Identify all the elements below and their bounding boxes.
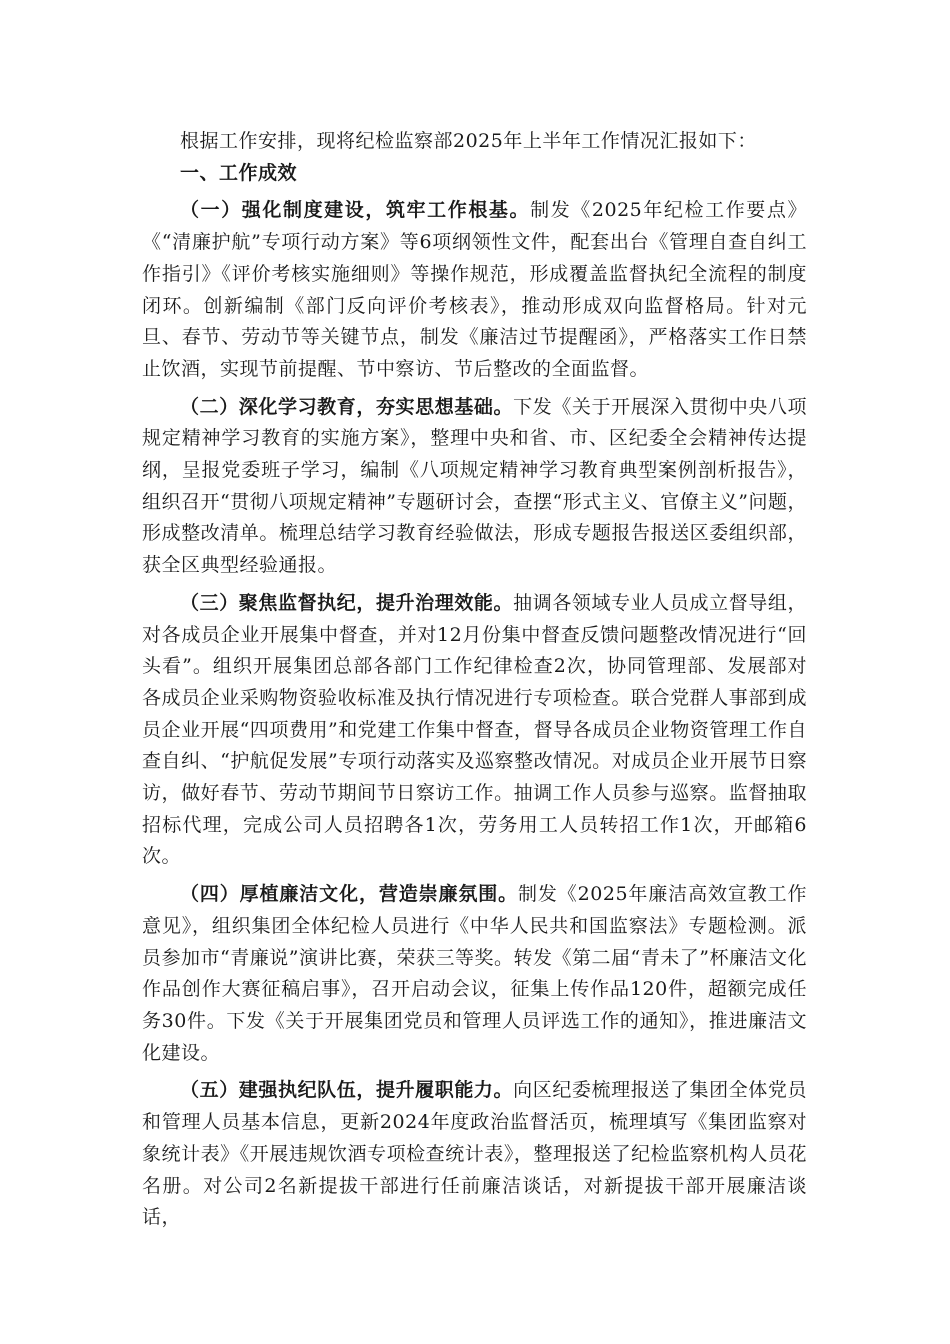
document-page xyxy=(142,126,807,1234)
paragraph-lead: （二）深化学习教育，夯实思想基础。 xyxy=(180,395,514,418)
paragraph-lead: （五）建强执纪队伍，提升履职能力。 xyxy=(180,1079,514,1102)
paragraph-body: 向区纪委梳理报送了集团全体党员和管理人员基本信息，更新2024年度政治监督活页，梳理填写《集团监察对象统计表》《开展违规饮酒专项检查统计表》，整理报送了纪检监察机构人员花名册。对公司2名新提拔干部进行任前廉洁谈话，对新提拔干部开展廉洁谈话， xyxy=(142,1079,807,1229)
paragraph-item-4 xyxy=(142,879,807,1069)
paragraph-lead: （三）聚焦监督执纪，提升治理效能。 xyxy=(180,591,514,614)
paragraph-item-1 xyxy=(142,195,807,385)
paragraph-body: 制发《2025年廉洁高效宣教工作意见》，组织集团全体纪检人员进行《中华人民共和国监察法》专题检测。派员参加市“青廉说”演讲比赛，荣获三等奖。转发《第二届“青未了”杯廉洁文化作品创作大赛征稿启事》，召开启动会议，征集上传作品120件，超额完成任务30件。下发《关于开展集团党员和管理人员评选工作的通知》，推进廉洁文化建设。 xyxy=(142,883,807,1064)
paragraph-item-2 xyxy=(142,392,807,582)
section-heading: 一、工作成效 xyxy=(180,161,298,184)
paragraph-body: 抽调各领域专业人员成立督导组，对各成员企业开展集中督查，并对12月份集中督查反馈问题整改情况进行“回头看”。组织开展集团总部各部门工作纪律检查2次，协同管理部、发展部对各成员企业采购物资验收标准及执行情况进行专项检查。联合党群人事部到成员企业开展“四项费用”和党建工作集中督查，督导各成员企业物资管理工作自查自纠、“护航促发展”专项行动落实及巡察整改情况。对成员企业开展节日察访，做好春节、劳动节期间节日察访工作。抽调工作人员参与巡察。监督抽取招标代理，完成公司人员招聘各1次，劳务用工人员转招工作1次，开邮箱6次。 xyxy=(142,591,807,868)
paragraph-item-3 xyxy=(142,588,807,873)
paragraph-lead: （四）厚植廉洁文化，营造崇廉氛围。 xyxy=(180,883,519,906)
paragraph-body: 制发《2025年纪检工作要点》《“清廉护航”专项行动方案》等6项纲领性文件，配套出台《管理自查自纠工作指引》《评价考核实施细则》等操作规范，形成覆盖监督执纪全流程的制度闭环。创新编制《部门反向评价考核表》，推动形成双向监督格局。针对元旦、春节、劳动节等关键节点，制发《廉洁过节提醒函》，严格落实工作日禁止饮酒，实现节前提醒、节中察访、节后整改的全面监督。 xyxy=(142,199,807,380)
paragraph-item-5 xyxy=(142,1075,807,1234)
intro-paragraph: 根据工作安排，现将纪检监察部2025年上半年工作情况汇报如下： xyxy=(180,130,757,152)
paragraph-body: 下发《关于开展深入贯彻中央八项规定精神学习教育的实施方案》，整理中央和省、市、区纪委全会精神传达提纲，呈报党委班子学习，编制《八项规定精神学习教育典型案例剖析报告》，组织召开“贯彻八项规定精神”专题研讨会，查摆“形式主义、官僚主义”问题，形成整改清单。梳理总结学习教育经验做法，形成专题报告报送区委组织部，获全区典型经验通报。 xyxy=(142,395,807,577)
paragraph-lead: （一）强化制度建设，筑牢工作根基。 xyxy=(180,199,531,222)
